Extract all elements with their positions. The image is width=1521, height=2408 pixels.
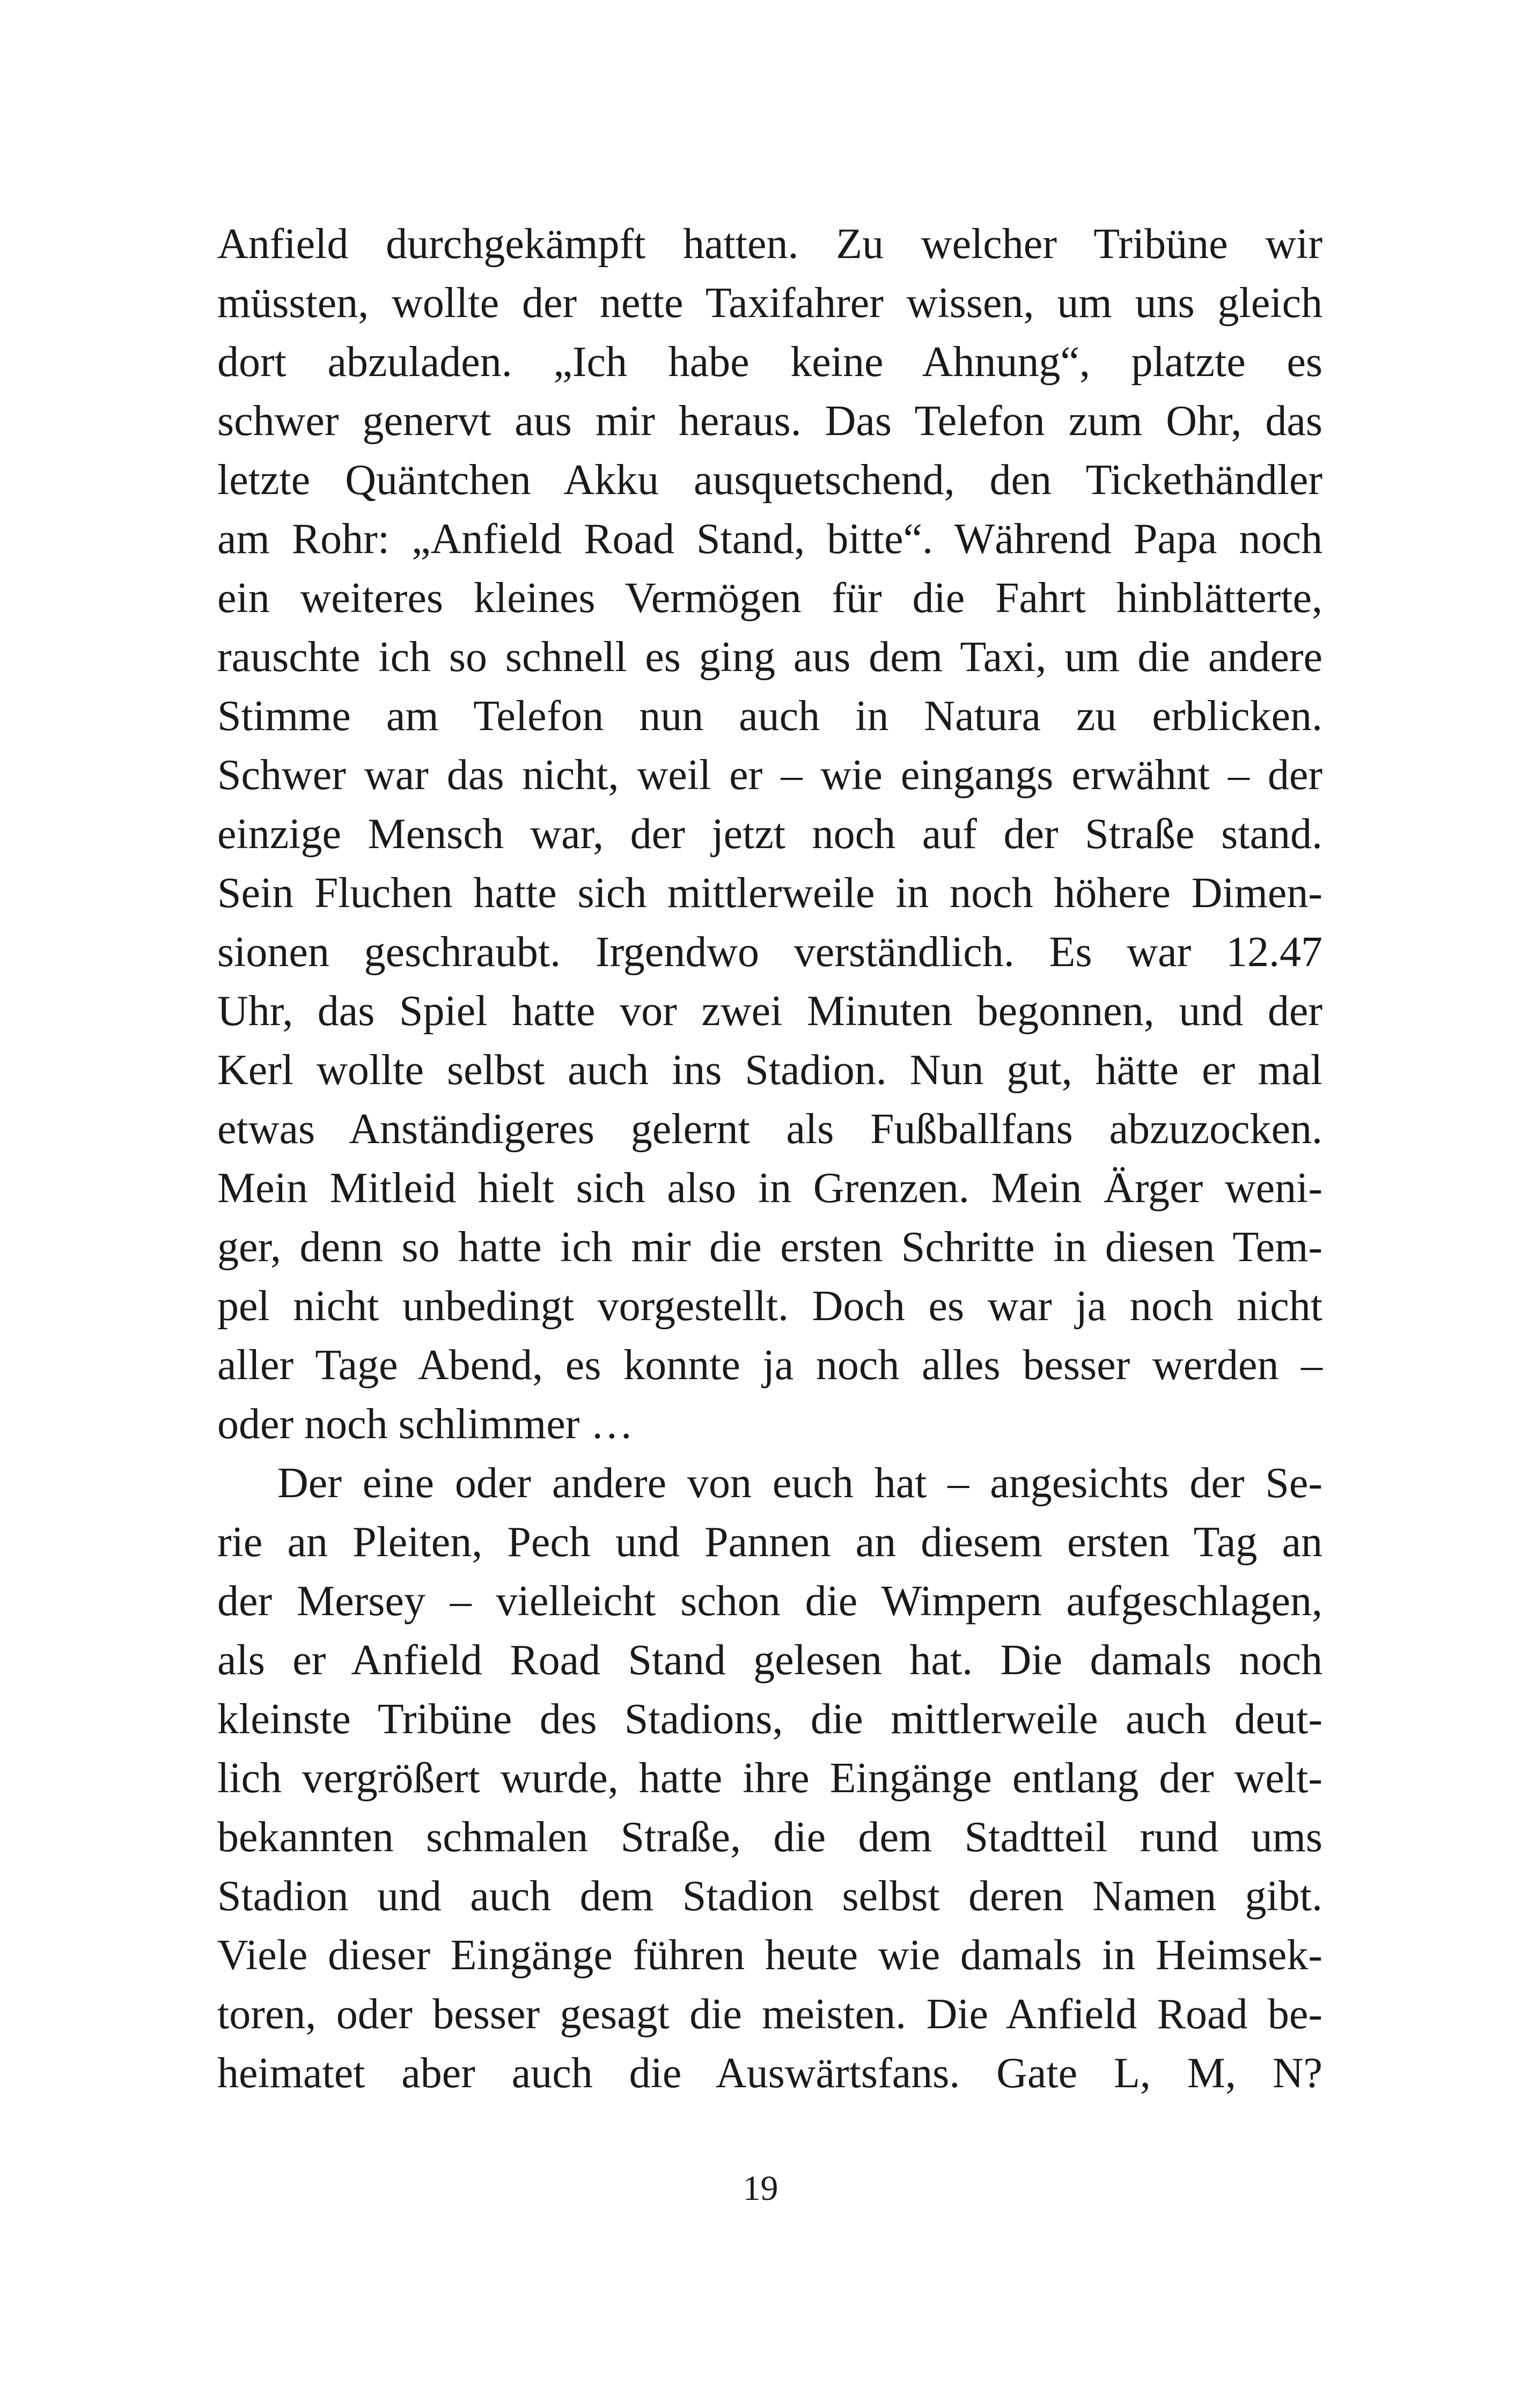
text-line: müssten, wollte der nette Taxifahrer wissen, um uns gleich	[217, 279, 1322, 327]
text-line: Stimme am Telefon nun auch in Natura zu erblicken.	[217, 693, 1322, 740]
paragraph	[217, 1454, 1322, 2103]
text-line: der Mersey – vielleicht schon die Wimpern aufgeschlagen,	[217, 1578, 1322, 1625]
text-line: oder noch schlimmer …	[217, 1401, 634, 1448]
text-line: toren, oder besser gesagt die meisten. Die Anfield Road be-	[217, 1991, 1322, 2038]
text-line: aller Tage Abend, es konnte ja noch alles besser werden –	[217, 1342, 1322, 1389]
text-line: einzige Mensch war, der jetzt noch auf der Straße stand.	[217, 811, 1322, 858]
text-line: als er Anfield Road Stand gelesen hat. Die damals noch	[217, 1637, 1322, 1684]
text-line: ein weiteres kleines Vermögen für die Fahrt hinblätterte,	[217, 575, 1322, 622]
text-line: bekannten schmalen Straße, die dem Stadtteil rund ums	[217, 1814, 1322, 1861]
page-number: 19	[743, 2169, 778, 2208]
text-line: schwer genervt aus mir heraus. Das Telefon zum Ohr, das	[217, 397, 1322, 445]
text-line: pel nicht unbedingt vorgestellt. Doch es war ja noch nicht	[217, 1283, 1322, 1330]
body-text	[217, 215, 1322, 2103]
text-line: heimatet aber auch die Auswärtsfans. Gate L, M, N?	[217, 2050, 1322, 2097]
text-line: Schwer war das nicht, weil er – wie eingangs erwähnt – der	[217, 752, 1322, 799]
text-line: Uhr, das Spiel hatte vor zwei Minuten begonnen, und der	[217, 988, 1322, 1035]
text-line: Viele dieser Eingänge führen heute wie damals in Heimsek-	[217, 1932, 1322, 1979]
text-line: Der eine oder andere von euch hat – angesichts der Se-	[277, 1460, 1322, 1507]
text-line: etwas Anständigeres gelernt als Fußballfans abzuzocken.	[217, 1106, 1322, 1153]
text-line: Anfield durchgekämpft hatten. Zu welcher Tribüne wir	[217, 220, 1322, 268]
text-line: Mein Mitleid hielt sich also in Grenzen. Mein Ärger weni-	[217, 1165, 1322, 1212]
text-line: Sein Fluchen hatte sich mittlerweile in noch höhere Dimen-	[217, 870, 1322, 917]
text-line: Kerl wollte selbst auch ins Stadion. Nun gut, hätte er mal	[217, 1047, 1322, 1094]
paragraph	[217, 215, 1322, 1454]
text-line: sionen geschraubt. Irgendwo verständlich. Es war 12.47	[217, 929, 1322, 976]
text-line: lich vergrößert wurde, hatte ihre Eingänge entlang der welt-	[217, 1755, 1322, 1802]
text-line: am Rohr: „Anfield Road Stand, bitte“. Während Papa noch	[217, 516, 1322, 563]
text-line: rie an Pleiten, Pech und Pannen an diesem ersten Tag an	[217, 1519, 1322, 1566]
text-line: ger, denn so hatte ich mir die ersten Schritte in diesen Tem-	[217, 1224, 1322, 1271]
text-line: Stadion und auch dem Stadion selbst deren Namen gibt.	[217, 1873, 1322, 1920]
text-line: dort abzuladen. „Ich habe keine Ahnung“, platzte es	[217, 338, 1322, 386]
text-line: letzte Quäntchen Akku ausquetschend, den Tickethändler	[217, 456, 1322, 504]
text-line: rauschte ich so schnell es ging aus dem Taxi, um die andere	[217, 634, 1322, 681]
text-line: kleinste Tribüne des Stadions, die mittlerweile auch deut-	[217, 1696, 1322, 1743]
